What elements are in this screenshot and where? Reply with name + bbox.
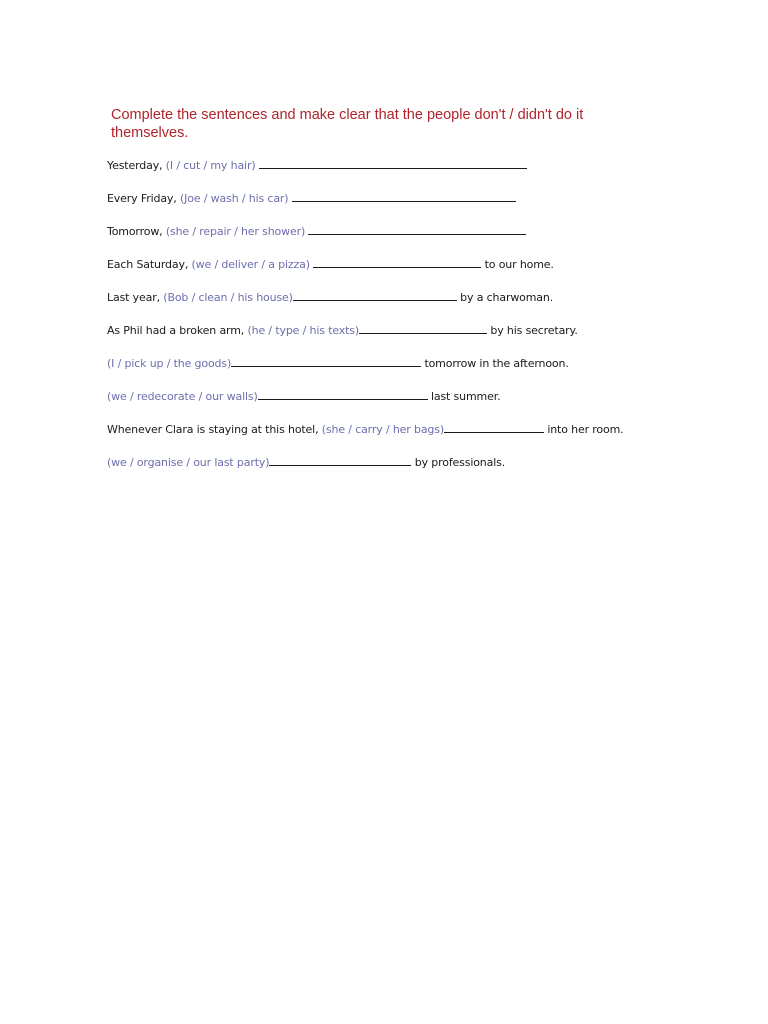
sentence-8 <box>107 388 500 405</box>
sentence-9-lead: Whenever Clara is staying at this hotel, <box>107 423 322 436</box>
answer-blank-10[interactable] <box>269 454 411 466</box>
answer-blank-4[interactable] <box>313 256 481 268</box>
sentence-6 <box>107 322 578 339</box>
sentence-2-cue: (Joe / wash / his car) <box>180 192 289 205</box>
answer-blank-6[interactable] <box>359 322 487 334</box>
sentence-10-cue: (we / organise / our last party) <box>107 456 270 469</box>
sentence-1 <box>107 157 527 174</box>
sentence-3-cue: (she / repair / her shower) <box>165 225 306 238</box>
answer-blank-3[interactable] <box>308 223 526 235</box>
sentence-10 <box>107 454 505 471</box>
sentence-2-lead: Every Friday, <box>107 192 180 205</box>
sentence-6-lead: As Phil had a broken arm, <box>107 324 248 337</box>
instructions: Complete the sentences and make clear that the people don't / didn't do it themselves. <box>111 107 584 141</box>
answer-blank-8[interactable] <box>258 388 428 400</box>
sentence-2 <box>107 190 516 207</box>
answer-blank-1[interactable] <box>259 157 527 169</box>
sentence-8-cue: (we / redecorate / our walls) <box>107 390 258 403</box>
sentence-7-cue: (I / pick up / the goods) <box>107 357 232 370</box>
sentence-5-lead: Last year, <box>107 291 164 304</box>
answer-blank-7[interactable] <box>231 355 421 367</box>
sentence-6-tail: by his secretary. <box>487 324 578 337</box>
sentence-10-tail: by professionals. <box>411 456 506 469</box>
answer-blank-2[interactable] <box>292 190 516 202</box>
sentence-7-tail: tomorrow in the afternoon. <box>421 357 569 370</box>
sentence-6-cue: (he / type / his texts) <box>247 324 360 337</box>
sentence-9 <box>107 421 624 438</box>
sentence-4-cue: (we / deliver / a pizza) <box>191 258 310 271</box>
sentence-1-cue: (I / cut / my hair) <box>165 159 256 172</box>
sentence-9-cue: (she / carry / her bags) <box>321 423 444 436</box>
sentence-1-lead: Yesterday, <box>107 159 166 172</box>
sentence-7 <box>107 355 569 372</box>
sentence-9-tail: into her room. <box>543 423 624 436</box>
sentence-5-cue: (Bob / clean / his house) <box>163 291 293 304</box>
answer-blank-9[interactable] <box>444 421 544 433</box>
sentence-5-tail: by a charwoman. <box>456 291 554 304</box>
sentence-5 <box>107 289 553 306</box>
sentence-4-lead: Each Saturday, <box>107 258 192 271</box>
answer-blank-5[interactable] <box>293 289 457 301</box>
sentence-3-lead: Tomorrow, <box>107 225 166 238</box>
sentence-8-tail: last summer. <box>427 390 501 403</box>
sentence-3 <box>107 223 526 240</box>
sentence-4-tail: to our home. <box>481 258 554 271</box>
sentence-4 <box>107 256 554 273</box>
